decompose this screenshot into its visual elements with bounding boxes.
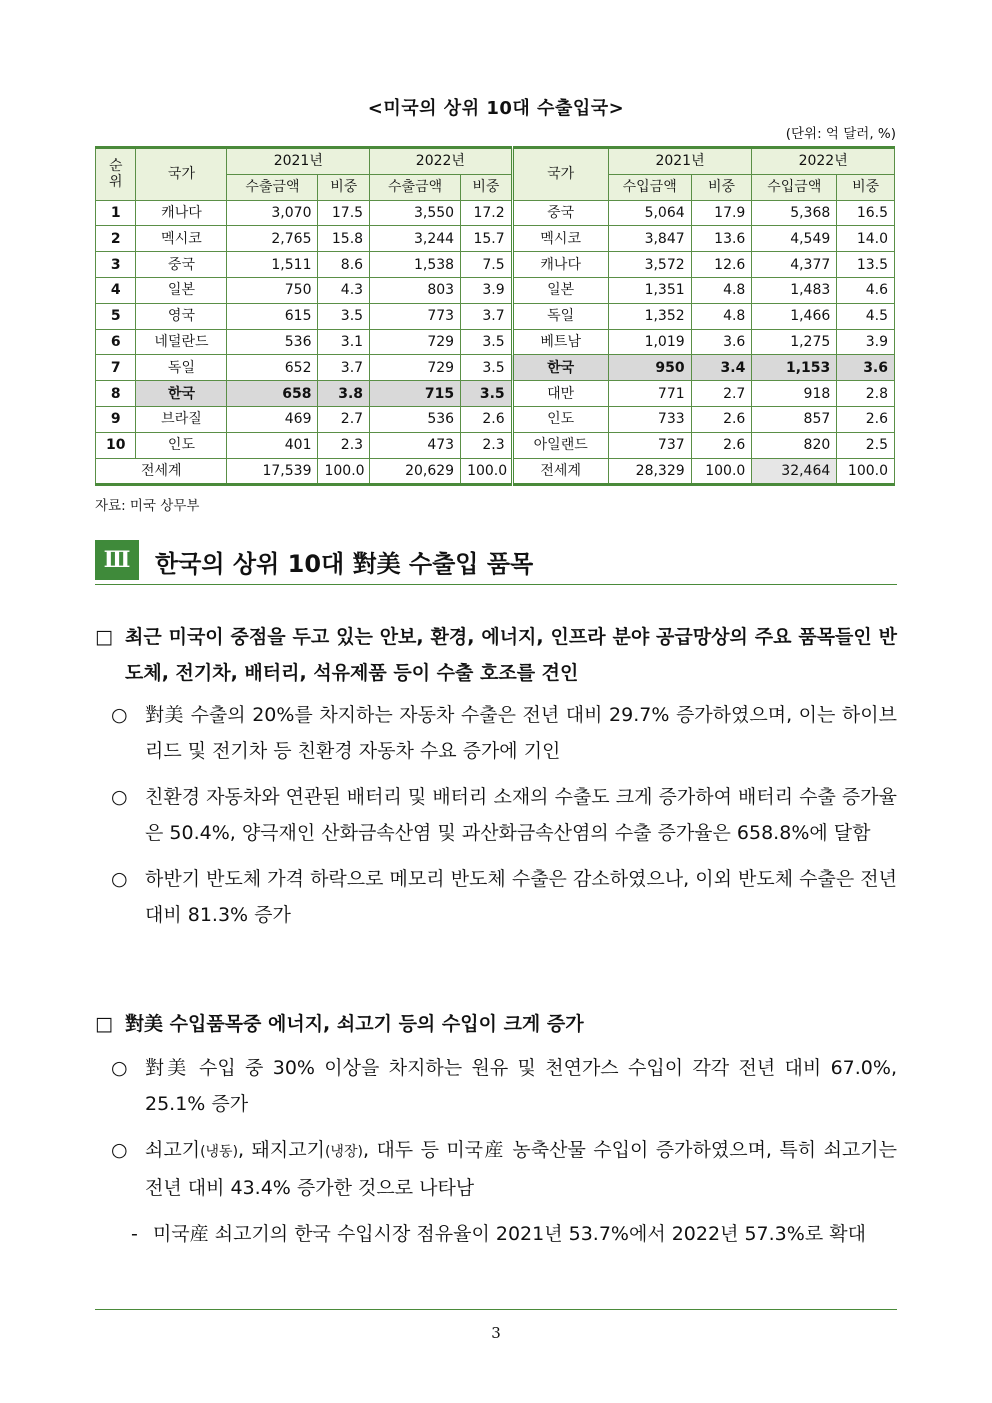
value-cell: 4,377 xyxy=(752,252,837,278)
value-cell: 17.2 xyxy=(461,200,513,226)
value-cell: 2.8 xyxy=(837,381,895,407)
table-row xyxy=(96,381,895,407)
import-2022-header: 2022년 xyxy=(752,148,895,175)
value-cell: 3.4 xyxy=(691,355,752,381)
rank-cell: 5 xyxy=(96,303,136,329)
text-run: 쇠고기 xyxy=(145,1139,201,1161)
value-cell: 3.6 xyxy=(837,355,895,381)
value-cell: 2.6 xyxy=(691,432,752,458)
country-cell: 독일 xyxy=(512,303,608,329)
table-row xyxy=(96,303,895,329)
country-cell: 브라질 xyxy=(136,406,227,432)
value-cell: 4.8 xyxy=(691,277,752,303)
square-bullet: □ xyxy=(95,1013,113,1035)
value-cell: 729 xyxy=(370,355,461,381)
table-row xyxy=(96,226,895,252)
country-cell: 영국 xyxy=(136,303,227,329)
item-text: 對美 수입 중 30% 이상을 차지하는 원유 및 천연가스 수입이 각각 전년 대비 67.0%, 25.1% 증가 xyxy=(145,1057,897,1115)
value-cell: 3.7 xyxy=(461,303,513,329)
country-cell: 일본 xyxy=(512,277,608,303)
table-row xyxy=(96,277,895,303)
value-cell: 2.6 xyxy=(691,406,752,432)
value-cell: 950 xyxy=(608,355,691,381)
circle-bullet: ○ xyxy=(111,1057,128,1079)
value-cell: 1,511 xyxy=(227,252,318,278)
cell: 32,464 xyxy=(752,458,837,485)
item-text: 친환경 자동차와 연관된 배터리 및 배터리 소재의 수출도 크게 증가하여 배터리 수출 증가율은 50.4%, 양극재인 산화금속산염 및 과산화금속산염의 수출 증가율은 658.8%에 달함 xyxy=(145,786,897,844)
import-amount-header: 수입금액 xyxy=(608,174,691,200)
share-header: 비중 xyxy=(691,174,752,200)
value-cell: 1,275 xyxy=(752,329,837,355)
share-header: 비중 xyxy=(318,174,370,200)
value-cell: 729 xyxy=(370,329,461,355)
value-cell: 1,352 xyxy=(608,303,691,329)
rank-cell: 4 xyxy=(96,277,136,303)
rank-cell: 9 xyxy=(96,406,136,432)
table-row xyxy=(96,406,895,432)
value-cell: 3,070 xyxy=(227,200,318,226)
value-cell: 536 xyxy=(227,329,318,355)
value-cell: 5,368 xyxy=(752,200,837,226)
cell: 28,329 xyxy=(608,458,691,485)
value-cell: 3,572 xyxy=(608,252,691,278)
export-2022-header: 2022년 xyxy=(370,148,513,175)
value-cell: 401 xyxy=(227,432,318,458)
heading-item xyxy=(95,619,897,691)
sub-item xyxy=(95,1216,897,1252)
rank-cell: 7 xyxy=(96,355,136,381)
total-label: 전세계 xyxy=(96,458,227,485)
value-cell: 3.5 xyxy=(461,329,513,355)
country-cell: 인도 xyxy=(512,406,608,432)
value-cell: 2.7 xyxy=(691,381,752,407)
country-cell: 멕시코 xyxy=(512,226,608,252)
country-header: 국가 xyxy=(136,148,227,201)
value-cell: 1,153 xyxy=(752,355,837,381)
small-note: (냉장) xyxy=(324,1144,363,1160)
footer-divider xyxy=(95,1309,897,1310)
value-cell: 658 xyxy=(227,381,318,407)
rank-header: 순위 xyxy=(96,148,136,201)
square-bullet: □ xyxy=(95,626,113,648)
country-cell: 중국 xyxy=(512,200,608,226)
country-cell: 대만 xyxy=(512,381,608,407)
value-cell: 4.8 xyxy=(691,303,752,329)
value-cell: 771 xyxy=(608,381,691,407)
value-cell: 3.5 xyxy=(461,355,513,381)
rank-cell: 10 xyxy=(96,432,136,458)
value-cell: 1,538 xyxy=(370,252,461,278)
value-cell: 16.5 xyxy=(837,200,895,226)
value-cell: 3.7 xyxy=(318,355,370,381)
value-cell: 15.7 xyxy=(461,226,513,252)
circle-bullet: ○ xyxy=(111,786,128,808)
export-2021-header: 2021년 xyxy=(227,148,370,175)
value-cell: 918 xyxy=(752,381,837,407)
value-cell: 2.5 xyxy=(837,432,895,458)
value-cell: 13.5 xyxy=(837,252,895,278)
value-cell: 2.7 xyxy=(318,406,370,432)
country-cell: 한국 xyxy=(136,381,227,407)
value-cell: 615 xyxy=(227,303,318,329)
list-item xyxy=(95,1050,897,1122)
value-cell: 820 xyxy=(752,432,837,458)
heading-item xyxy=(95,1006,897,1042)
circle-bullet: ○ xyxy=(111,704,128,726)
country-cell: 인도 xyxy=(136,432,227,458)
value-cell: 536 xyxy=(370,406,461,432)
list-item xyxy=(95,1132,897,1206)
section-header xyxy=(95,540,897,585)
paragraph-2 xyxy=(95,1006,897,1252)
value-cell: 3.9 xyxy=(837,329,895,355)
value-cell: 715 xyxy=(370,381,461,407)
value-cell: 3.5 xyxy=(318,303,370,329)
value-cell: 737 xyxy=(608,432,691,458)
item-text: 對美 수출의 20%를 차지하는 자동차 수출은 전년 대비 29.7% 증가하였으며, 이는 하이브리드 및 전기차 등 친환경 자동차 수요 증가에 기인 xyxy=(145,704,897,762)
value-cell: 15.8 xyxy=(318,226,370,252)
value-cell: 2,765 xyxy=(227,226,318,252)
rank-cell: 3 xyxy=(96,252,136,278)
share-header: 비중 xyxy=(461,174,513,200)
list-item xyxy=(95,779,897,851)
value-cell: 2.3 xyxy=(461,432,513,458)
country-cell: 캐나다 xyxy=(512,252,608,278)
list-item xyxy=(95,697,897,769)
table-row xyxy=(96,355,895,381)
value-cell: 1,351 xyxy=(608,277,691,303)
table-title: <미국의 상위 10대 수출입국> xyxy=(367,98,625,119)
sub-text: 미국産 쇠고기의 한국 수입시장 점유율이 2021년 53.7%에서 2022년 57.3%로 확대 xyxy=(153,1223,866,1245)
table-row xyxy=(96,252,895,278)
value-cell: 1,466 xyxy=(752,303,837,329)
value-cell: 8.6 xyxy=(318,252,370,278)
value-cell: 773 xyxy=(370,303,461,329)
value-cell: 857 xyxy=(752,406,837,432)
source-note: 자료: 미국 상무부 xyxy=(95,498,200,514)
value-cell: 3,550 xyxy=(370,200,461,226)
list-item xyxy=(95,861,897,933)
country-cell: 한국 xyxy=(512,355,608,381)
value-cell: 3.9 xyxy=(461,277,513,303)
text-run: , 대두 등 미국産 농축산물 수입이 증가하였으며, 특히 쇠고기는 전년 대비 43.4% 증가한 것으로 나타남 xyxy=(145,1139,897,1199)
value-cell: 652 xyxy=(227,355,318,381)
cell: 17,539 xyxy=(227,458,318,485)
value-cell: 750 xyxy=(227,277,318,303)
unit-note: (단위: 억 달러, %) xyxy=(785,126,896,142)
value-cell: 473 xyxy=(370,432,461,458)
cell: 100.0 xyxy=(461,458,513,485)
circle-bullet: ○ xyxy=(111,1139,128,1161)
export-amount-header: 수출금액 xyxy=(370,174,461,200)
cell: 100.0 xyxy=(691,458,752,485)
table-row xyxy=(96,432,895,458)
import-country-header: 국가 xyxy=(512,148,608,201)
country-cell: 일본 xyxy=(136,277,227,303)
heading-text: 對美 수입품목중 에너지, 쇠고기 등의 수입이 크게 증가 xyxy=(125,1013,584,1035)
value-cell: 3.8 xyxy=(318,381,370,407)
country-cell: 아일랜드 xyxy=(512,432,608,458)
value-cell: 4,549 xyxy=(752,226,837,252)
value-cell: 803 xyxy=(370,277,461,303)
item-text xyxy=(145,1132,897,1206)
value-cell: 469 xyxy=(227,406,318,432)
section-number-badge: Ⅲ xyxy=(95,540,139,580)
dash-bullet: - xyxy=(131,1223,138,1245)
value-cell: 4.3 xyxy=(318,277,370,303)
value-cell: 3.6 xyxy=(691,329,752,355)
total-row xyxy=(96,458,895,485)
value-cell: 3.5 xyxy=(461,381,513,407)
heading-text: 최근 미국이 중점을 두고 있는 안보, 환경, 에너지, 인프라 분야 공급망상의 주요 품목들인 반도체, 전기차, 배터리, 석유제품 등이 수출 호조를 견인 xyxy=(125,626,897,684)
value-cell: 4.5 xyxy=(837,303,895,329)
value-cell: 2.6 xyxy=(837,406,895,432)
table-row xyxy=(96,200,895,226)
small-note: (냉동) xyxy=(200,1144,239,1160)
paragraph-1 xyxy=(95,619,897,933)
value-cell: 3,847 xyxy=(608,226,691,252)
rank-cell: 6 xyxy=(96,329,136,355)
value-cell: 2.6 xyxy=(461,406,513,432)
value-cell: 733 xyxy=(608,406,691,432)
value-cell: 3.1 xyxy=(318,329,370,355)
value-cell: 12.6 xyxy=(691,252,752,278)
section-title: 한국의 상위 10대 對美 수출입 품목 xyxy=(155,550,534,578)
circle-bullet: ○ xyxy=(111,868,128,890)
page-number: 3 xyxy=(491,1324,501,1342)
country-cell: 캐나다 xyxy=(136,200,227,226)
value-cell: 3,244 xyxy=(370,226,461,252)
country-cell: 네덜란드 xyxy=(136,329,227,355)
value-cell: 17.5 xyxy=(318,200,370,226)
value-cell: 1,483 xyxy=(752,277,837,303)
cell: 100.0 xyxy=(837,458,895,485)
text-run: , 돼지고기 xyxy=(238,1139,325,1161)
value-cell: 7.5 xyxy=(461,252,513,278)
value-cell: 2.3 xyxy=(318,432,370,458)
value-cell: 1,019 xyxy=(608,329,691,355)
cell: 20,629 xyxy=(370,458,461,485)
value-cell: 4.6 xyxy=(837,277,895,303)
table-row xyxy=(96,329,895,355)
import-2021-header: 2021년 xyxy=(608,148,752,175)
rank-cell: 8 xyxy=(96,381,136,407)
total-label: 전세계 xyxy=(512,458,608,485)
country-cell: 독일 xyxy=(136,355,227,381)
trade-table xyxy=(95,146,895,486)
item-text: 하반기 반도체 가격 하락으로 메모리 반도체 수출은 감소하였으나, 이외 반도체 수출은 전년 대비 81.3% 증가 xyxy=(145,868,897,926)
country-cell: 베트남 xyxy=(512,329,608,355)
share-header: 비중 xyxy=(837,174,895,200)
import-amount-header: 수입금액 xyxy=(752,174,837,200)
table-body xyxy=(96,200,895,458)
rank-cell: 1 xyxy=(96,200,136,226)
cell: 100.0 xyxy=(318,458,370,485)
value-cell: 14.0 xyxy=(837,226,895,252)
rank-cell: 2 xyxy=(96,226,136,252)
value-cell: 17.9 xyxy=(691,200,752,226)
value-cell: 5,064 xyxy=(608,200,691,226)
country-cell: 중국 xyxy=(136,252,227,278)
value-cell: 13.6 xyxy=(691,226,752,252)
export-amount-header: 수출금액 xyxy=(227,174,318,200)
country-cell: 멕시코 xyxy=(136,226,227,252)
